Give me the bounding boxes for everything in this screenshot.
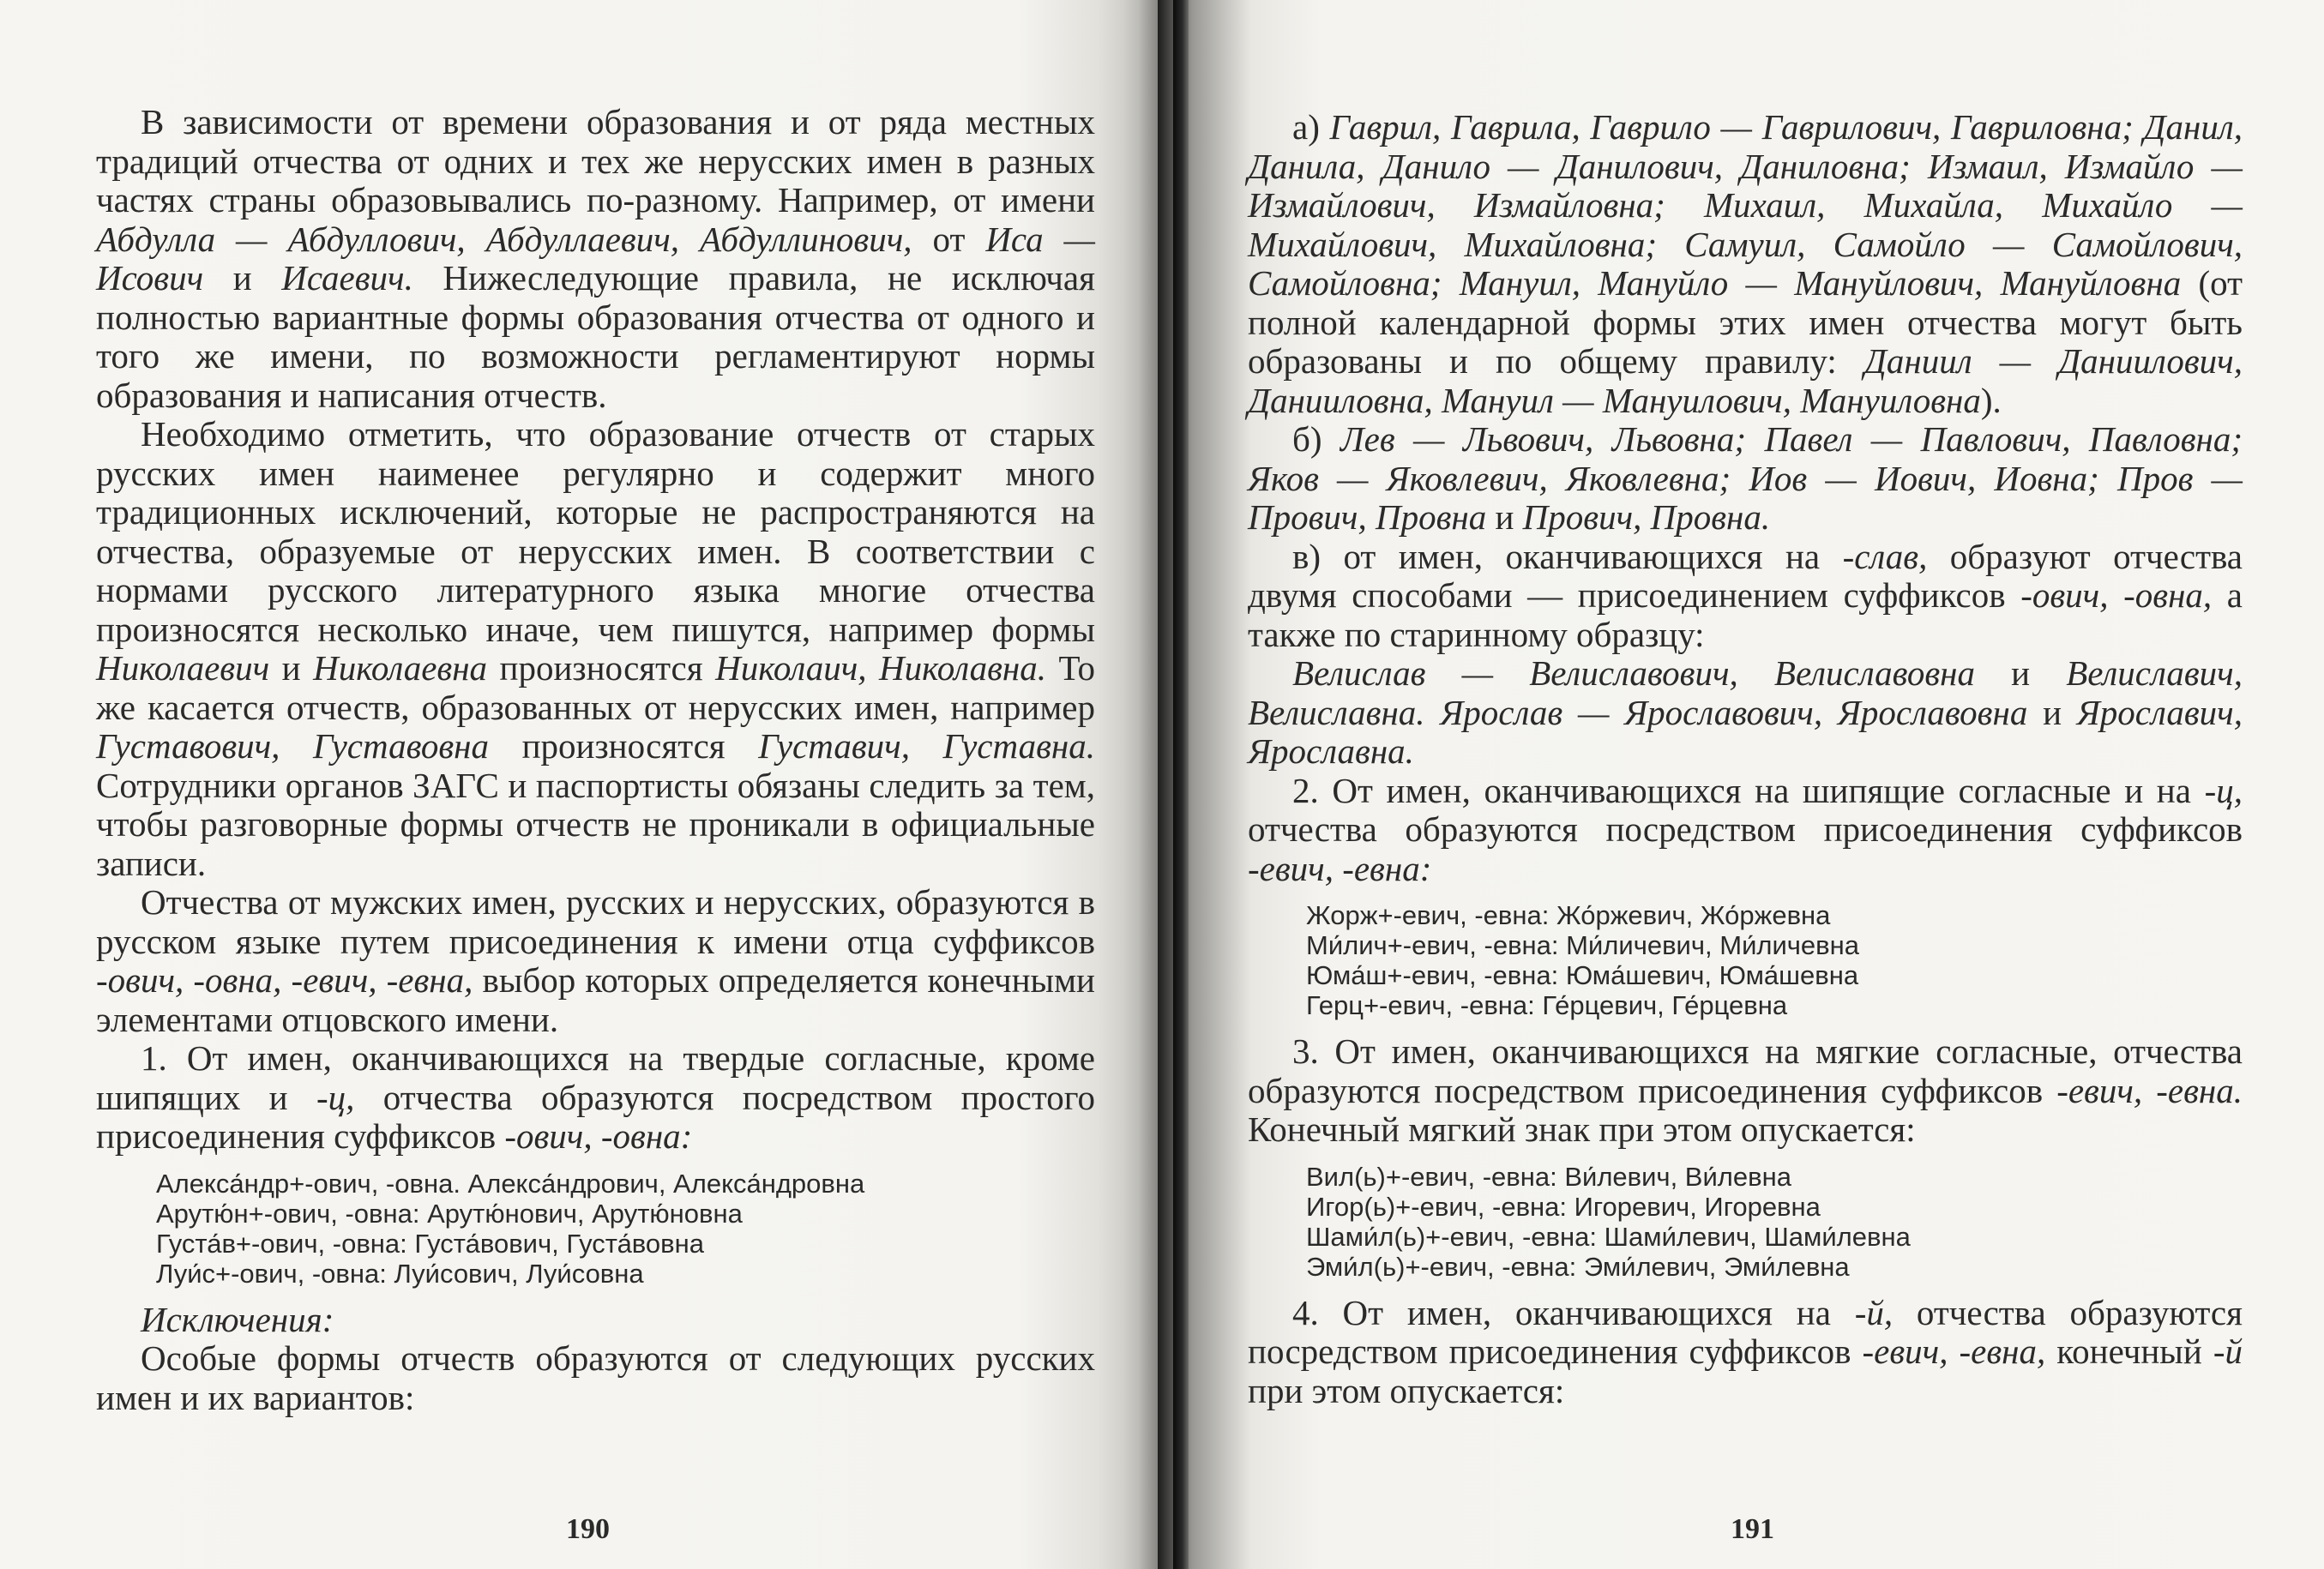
text-run: 2. От имен, оканчивающихся на шипящие согласные и на <box>1292 770 2205 810</box>
italic-run: -й, <box>1854 1292 1894 1332</box>
italic-run: Николаевна <box>313 648 488 688</box>
example-line: Алекса́ндр+-ович, -овна. Алекса́ндрович, Алекса́ндровна <box>156 1168 865 1199</box>
paragraph <box>1248 420 2243 538</box>
italic-run: Велиславич, Велиславна. Ярослав — Ярославович, Ярославовна <box>1248 653 2243 732</box>
italic-run: -евич, -евна: <box>1248 848 1432 888</box>
italic-run: -ц, <box>316 1077 355 1117</box>
italic-run: Лев — Львович, Львовна; Павел — Павлович, Павловна; Яков — Яковлевич, Яковлевна; Иов — Иович, Иовна; Пров — Прович, Провна <box>1248 419 2243 537</box>
italic-run: Абдулла — Абдуллович, Абдуллаевич, Абдуллинович, <box>96 219 912 259</box>
text-run: Необходимо отметить, что образование отчеств от старых русских имен наименее регулярно и содержит много традиционных исключений, которые не распространяются на отчества, образуемые от нерусских имен. В соответствии с нормами русского литературного языка многие отчества произносятся несколько иначе, чем пишутся, например формы <box>96 414 1095 649</box>
text-run: 1. От имен, оканчивающихся на твердые согласные, кроме шипящих и <box>96 1038 1095 1117</box>
text-run: ). <box>1980 380 2002 420</box>
text-run: отчества образуются посредством простого присоединения суффиксов <box>96 1077 1095 1156</box>
paragraph <box>1248 538 2243 655</box>
text-run: в) от имен, оканчивающихся на <box>1292 536 1843 576</box>
text-run: и <box>2027 692 2077 732</box>
text-run: и <box>269 648 314 688</box>
text-run: и <box>1974 653 2067 693</box>
text-run: и <box>1486 497 1523 537</box>
examples-list <box>156 1169 1095 1289</box>
text-run: при этом опускается: <box>1248 1370 1565 1410</box>
example-line: Густа́в+-ович, -овна: Густа́вович, Густа́вовна <box>156 1228 704 1259</box>
italic-run: Велислав — Велиславович, Велиславовна <box>1292 653 1975 693</box>
text-run: а) <box>1292 107 1330 147</box>
paragraph <box>1248 1294 2243 1411</box>
example-line: Арутю́н+-ович, -овна: Арутю́нович, Арутю́новна <box>156 1198 743 1229</box>
text-run: конечный <box>2045 1332 2213 1371</box>
example-line: Эми́л(ь)+-евич, -евна: Эми́левич, Эми́левна <box>1306 1251 1850 1282</box>
page-number: 191 <box>1731 1513 1774 1545</box>
italic-run: -евич, -евна, <box>1862 1332 2046 1371</box>
text-run: Отчества от мужских имен, русских и нерусских, образуются в русском языке путем присоединения к имени отца суффиксов <box>96 882 1095 961</box>
text-run: Нижеследующие правила, не исключая полностью вариантные формы образования отчества от одного и того же имени, по возможности регламентируют нормы образования и написания отчеств. <box>96 258 1095 415</box>
text-run: То же касается отчеств, образованных от нерусских имен, например <box>96 648 1095 727</box>
text-run: В зависимости от времени образования и от ряда местных традиций отчества от одних и тех же нерусских имен в разных частях страны образовывались по-разному. Например, от имени <box>96 102 1095 219</box>
text-run: произносятся <box>487 648 716 688</box>
text-run: и <box>203 258 282 298</box>
italic-run: -й <box>2213 1332 2243 1371</box>
example-line: Герц+-евич, -евна: Ге́рцевич, Ге́рцевна <box>1306 990 1788 1020</box>
example-line: Юма́ш+-евич, -евна: Юма́шевич, Юма́шевна <box>1306 960 1859 990</box>
paragraph <box>1248 1032 2243 1150</box>
page-number: 190 <box>566 1513 610 1545</box>
italic-run: Ярославич, Ярославна. <box>1248 692 2243 771</box>
italic-run: -евич, -евна. <box>2056 1070 2243 1110</box>
text-run: произносятся <box>489 726 759 766</box>
italic-run: Густавич, Густавна. <box>758 726 1096 766</box>
book-spine <box>1173 0 1189 1569</box>
paragraph: Особые формы отчеств образуются от следующих русских имен и их вариантов: <box>96 1338 1095 1417</box>
text-run: б) <box>1292 419 1340 459</box>
text-run: выбор которых определяется конечными элементами отцовского имени. <box>96 960 1095 1039</box>
right-page-text <box>1248 108 2243 1410</box>
text-run: 3. От имен, оканчивающихся на мягкие согласные, отчества образуются посредством присоединения суффиксов <box>1248 1031 2243 1110</box>
example-line: Игор(ь)+-евич, -евна: Игоревич, Игоревна <box>1306 1191 1821 1222</box>
examples-list <box>1306 900 2243 1020</box>
italic-run: Николаевич <box>96 648 270 688</box>
paragraph <box>96 415 1095 883</box>
text-run: Сотрудники органов ЗАГС и паспортисты обязаны следить за тем, чтобы разговорные формы отчеств не проникали в официальные записи. <box>96 765 1095 883</box>
paragraph <box>96 1039 1095 1157</box>
italic-run: Гаврил, Гаврила, Гаврило — Гаврилович, Гавриловна; Данил, Данила, Данило — Данилович, Даниловна; Измаил, Измайло — Измайлович, Измайловна; Михаил, Михайла, Михайло — Михайлович, Михайловна; Самуил, Самойло — Самойлович, Самойловна; Мануил, Мануйло — Мануйлович, Мануйловна <box>1248 107 2243 303</box>
text-run: (от полной календарной формы этих имен отчества могут быть образованы и по общему правилу: <box>1248 263 2243 381</box>
text-run: отчества образуются посредством присоединения суффиксов <box>1248 1292 2243 1371</box>
example-line: Луи́с+-ович, -овна: Луи́сович, Луи́совна <box>156 1258 644 1289</box>
italic-run: Исаевич. <box>281 258 413 298</box>
text-run: 4. От имен, оканчивающихся на <box>1292 1292 1855 1332</box>
italic-run: Иса — Исович <box>96 219 1095 298</box>
example-line: Ми́лич+-евич, -евна: Ми́личевич, Ми́личевна <box>1306 930 1860 960</box>
example-line: Жорж+-евич, -евна: Жо́ржевич, Жо́ржевна <box>1306 900 1831 930</box>
italic-run: Даниил — Даниилович, Данииловна, Мануил — Мануилович, Мануиловна <box>1248 341 2243 420</box>
italic-run: -слав, <box>1842 536 1928 576</box>
italic-run: Прович, Провна. <box>1522 497 1771 537</box>
example-line: Шами́л(ь)+-евич, -евна: Шами́левич, Шами́левна <box>1306 1221 1911 1252</box>
left-page <box>0 0 1158 1569</box>
exceptions-heading: Исключения: <box>141 1299 334 1339</box>
italic-run: -ович, -овна, <box>2020 575 2213 615</box>
italic-run: Густавович, Густавовна <box>96 726 489 766</box>
examples-list <box>1306 1162 2243 1282</box>
text-run: от <box>912 219 986 259</box>
italic-run: -ович, -овна: <box>504 1116 693 1156</box>
example-line: Вил(ь)+-евич, -евна: Ви́левич, Ви́левна <box>1306 1161 1791 1192</box>
text-run: образуют отчества двумя способами — присоединением суффиксов <box>1248 536 2243 615</box>
text-run: а также по старинному образцу: <box>1248 575 2243 654</box>
text-run: Конечный мягкий знак при этом опускается: <box>1248 1109 1916 1149</box>
italic-run: Николаич, Николавна. <box>715 648 1046 688</box>
paragraph <box>1248 654 2243 772</box>
paragraph <box>1248 772 2243 889</box>
text-run: отчества образуются посредством присоединения суффиксов <box>1248 809 2243 849</box>
paragraph <box>96 103 1095 415</box>
left-page-text <box>96 103 1095 1417</box>
italic-run: -ц, <box>2204 770 2243 810</box>
italic-run: -ович, -овна, -евич, -евна, <box>96 960 473 1000</box>
paragraph <box>1248 108 2243 420</box>
paragraph <box>96 883 1095 1039</box>
